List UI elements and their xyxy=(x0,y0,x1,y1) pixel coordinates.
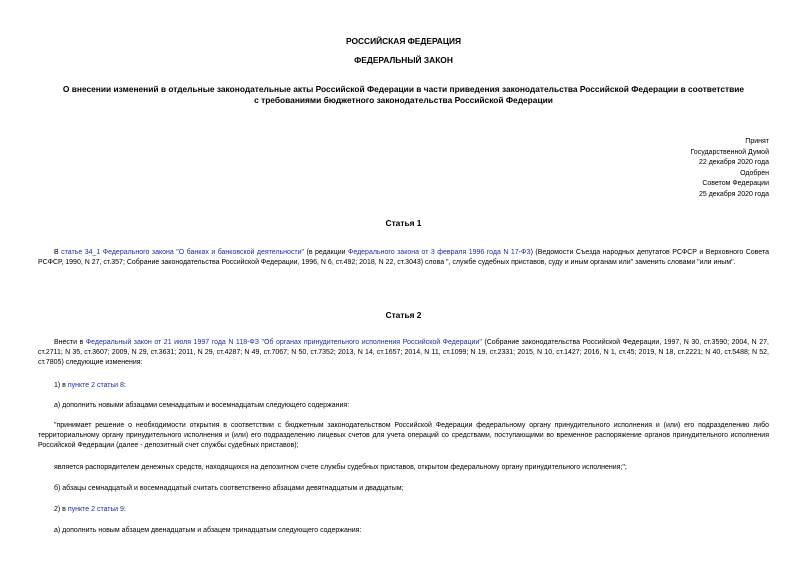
link-law-17-fz[interactable]: Федерального закона от 3 февраля 1996 года N 17-ФЗ xyxy=(348,249,531,256)
text-run: В xyxy=(54,249,62,256)
text-run: (Собрание законодательства Российской Федерации, 1997, N 30, ст.3590; 2004, N 27, ст.2711; N 35, ст.3607; 2009, N 29, ст.3631; 2011, N 29, ст.4287; N 49, ст.7067; N 50, ст.7352; 2013, N 14, ст.1657; 2014, N 11, ст.1099; N 19, ст.2331; 2015, N 10, ст.1427; 2016, N 1, ст.45; 2019, N 18, ст.2221; N 40, ст.5488; N 52, ст.7805) следующие изменения: xyxy=(38,339,770,366)
text-run: (в редакции xyxy=(304,249,349,256)
text-run: : xyxy=(123,506,126,513)
adoption-line: Советом Федерации xyxy=(702,180,769,187)
link-banking-law[interactable]: Федерального закона "О банках и банковской деятельности" xyxy=(102,249,305,256)
text-run: 1) в xyxy=(54,382,68,389)
law-title-line-2: с требованиями бюджетного законодательства Российской Федерации xyxy=(254,95,553,105)
adoption-line: Одобрен xyxy=(740,169,769,177)
item-1-a: а) дополнить новыми абзацами семнадцатым и восемнадцатым следующего содержания: xyxy=(54,402,350,409)
link-article-34-1[interactable]: статье 34_1 xyxy=(61,249,101,256)
article-2-intro-paragraph xyxy=(38,338,769,368)
article-1-paragraph xyxy=(38,248,769,268)
adoption-line: Принят xyxy=(745,138,769,145)
quote-paragraph-1: "принимает решение о необходимости открытия в соответствии с бюджетным законодательством Российской Федерации федеральному органу принудительного исполнения и (или) его подразделению либо территориальному органу принудительного исполнения и (или) его подразделению лицевых счетов для учета операций со средствами, поступающими во временное распоряжение органов принудительного исполнения Российской Федерации (далее - депозитный счет службы судебных приставов); xyxy=(38,422,769,449)
quote-paragraph-2: является распорядителем денежных средств, находящихся на депозитном счете службы судебных приставов, открытом федеральному органу принудительного исполнения;"; xyxy=(54,464,627,471)
link-point-2-article-9[interactable]: пункте 2 статьи 9 xyxy=(67,506,124,513)
link-law-118-fz[interactable]: Федеральный закон от 21 июля 1997 года N 118-ФЗ "Об органах принудительного исполнения Российской Федерации" xyxy=(85,339,482,346)
article-2-heading: Статья 2 xyxy=(385,310,422,320)
text-run: Внести в xyxy=(54,339,86,346)
article-1-heading: Статья 1 xyxy=(385,218,422,228)
item-2 xyxy=(54,505,126,515)
adoption-block xyxy=(690,137,769,200)
item-1 xyxy=(54,381,126,391)
item-2-a: а) дополнить новым абзацем двенадцатым и абзацем тринадцатым следующего содержания: xyxy=(54,527,362,534)
text-run: 2) в xyxy=(54,506,68,513)
item-1-b: б) абзацы семнадцатый и восемнадцатый считать соответственно абзацами девятнадцатым и двадцатым; xyxy=(54,485,404,492)
adoption-line: 22 декабря 2020 года xyxy=(698,159,769,166)
text-run: ) (Ведомости Съезда народных депутатов РСФСР и Верховного Совета РСФСР, 1990, N 27, ст.357; Собрание законодательства Российской Федерации, 1996, N 6, ст.492; 2018, N 22, ст.3043) слова ", службе судебных приставов, суду и иным органам или" заменить словами "или иным". xyxy=(38,249,769,266)
law-type-heading: ФЕДЕРАЛЬНЫЙ ЗАКОН xyxy=(354,55,453,65)
adoption-line: 25 декабря 2020 года xyxy=(698,190,769,198)
country-heading: РОССИЙСКАЯ ФЕДЕРАЦИЯ xyxy=(345,36,462,46)
text-run: : xyxy=(123,382,126,389)
adoption-line: Государственной Думой xyxy=(690,148,769,156)
link-point-2-article-8[interactable]: пункте 2 статьи 8 xyxy=(67,382,124,389)
law-title-line-1: О внесении изменений в отдельные законодательные акты Российской Федерации в части приведения законодательства Российской Федерации в соответствие xyxy=(62,84,745,94)
